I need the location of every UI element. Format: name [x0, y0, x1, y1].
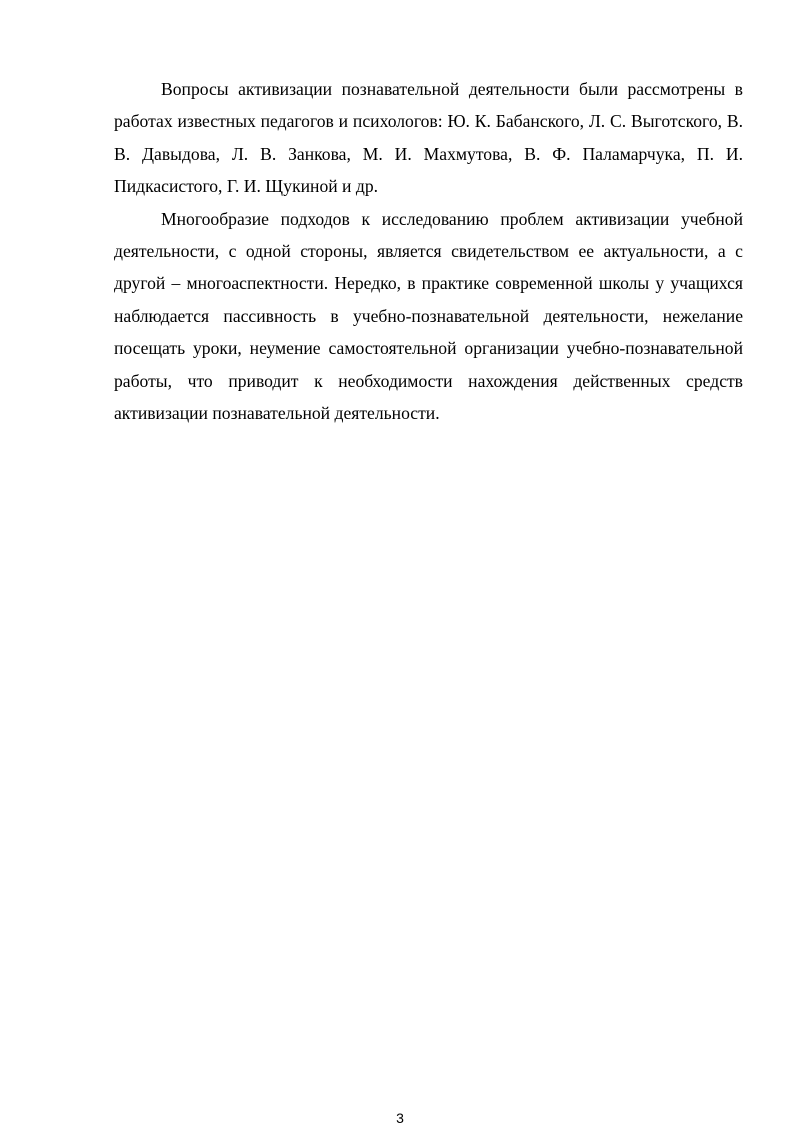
page-body: [114, 73, 743, 429]
paragraph-approaches: Многообразие подходов к исследованию проблем активизации учебной деятельности, с одной стороны, является свидетельством ее актуальности, а с другой – многоаспектности. Нередко, в практике современной школы у учащихся наблюдается пассивность в учебно-познавательной деятельности, нежелание посещать уроки, неумение самостоятельной организации учебно-познавательной работы, что приводит к необходимости нахождения действенных средств активизации познавательной деятельности.: [114, 208, 743, 424]
page-number: 3: [396, 1110, 404, 1126]
paragraph-researchers: Вопросы активизации познавательной деятельности были рассмотрены в работах известных педагогов и психологов: Ю. К. Бабанского, Л. С. Выготского, В. В. Давыдова, Л. В. Занкова, М. И. Махмутова, В. Ф. Паламарчука, П. И. Пидкасистого, Г. И. Щукиной и др.: [114, 79, 743, 197]
